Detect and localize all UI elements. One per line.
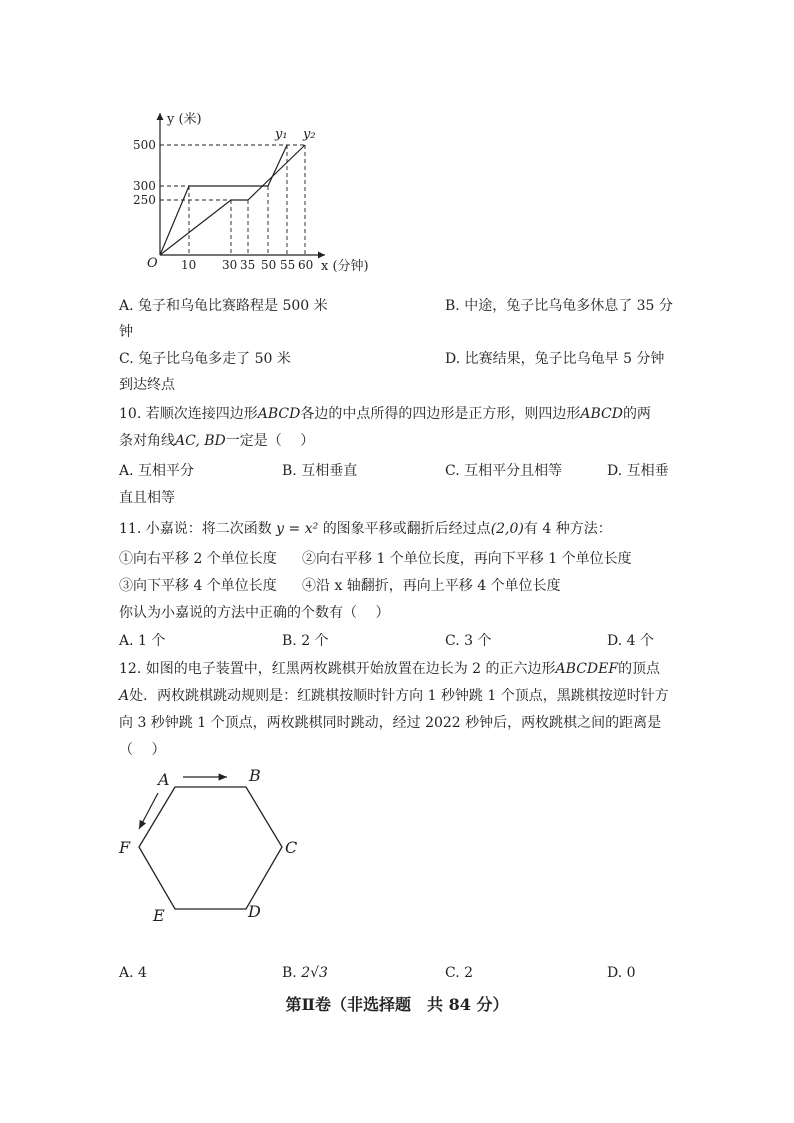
- quadratic-function: y = x²: [276, 521, 319, 537]
- series-y2-label: y₂: [303, 127, 316, 142]
- q10-option-d-cont: 直且相等: [119, 490, 175, 506]
- q12-stem-line4: （ ）: [119, 742, 166, 758]
- vertex-d-label: D: [248, 902, 261, 921]
- q10-option-d[interactable]: D. 互相垂: [607, 463, 669, 479]
- q10-option-c[interactable]: C. 互相平分且相等: [445, 463, 563, 479]
- point: (2,0): [490, 521, 524, 537]
- q12-option-c[interactable]: C. 2: [445, 965, 474, 981]
- q12-stem-line3: 向 3 秒钟跳 1 个顶点，两枚跳棋同时跳动，经过 2022 秒钟后，两枚跳棋之间的距离是: [119, 715, 662, 731]
- q9-option-d-cont: 到达终点: [119, 377, 175, 393]
- series-y1-label: y₁: [275, 127, 288, 142]
- vertex-e-label: E: [153, 906, 165, 925]
- q9-option-c[interactable]: C. 兔子比乌龟多走了 50 米: [119, 351, 291, 367]
- hexagon-shape: [139, 787, 282, 909]
- q12-stem-line1: 12. 如图的电子装置中，红黑两枚跳棋开始放置在边长为 2 的正六边形ABCDEF的顶点: [119, 661, 661, 677]
- q9-option-a[interactable]: A. 兔子和乌龟比赛路程是 500 米: [119, 298, 328, 314]
- vertex-a-label: A: [158, 770, 170, 789]
- race-graph: [125, 105, 385, 280]
- y-tick-300: 300: [133, 179, 156, 193]
- q12-option-a[interactable]: A. 4: [119, 965, 147, 981]
- x-tick-30: 30: [222, 258, 238, 272]
- q11-method-1: ①向右平移 2 个单位长度: [119, 551, 277, 567]
- q10-stem-line1: 10. 若顺次连接四边形ABCD各边的中点所得的四边形是正方形，则四边形ABCD的两: [119, 406, 651, 422]
- quad-name: ABCD: [257, 406, 301, 422]
- x-tick-60: 60: [298, 258, 314, 272]
- y-tick-500: 500: [133, 138, 156, 152]
- black-piece-arrow: [139, 793, 158, 829]
- hexagon-figure: [115, 763, 315, 933]
- y-axis-label: y (米): [167, 112, 202, 127]
- x-tick-35: 35: [240, 258, 256, 272]
- x-tick-50: 50: [261, 258, 277, 272]
- quad-name-2: ABCD: [580, 406, 623, 422]
- q11-option-c[interactable]: C. 3 个: [445, 633, 492, 649]
- x-tick-55: 55: [280, 258, 296, 272]
- q9-option-d[interactable]: D. 比赛结果，兔子比乌龟早 5 分钟: [445, 351, 665, 367]
- q9-option-b-cont: 钟: [119, 324, 133, 340]
- vertex-f-label: F: [119, 838, 131, 857]
- y-tick-250: 250: [133, 193, 156, 207]
- q10-stem-line2: 条对角线AC, BD一定是（ ）: [119, 433, 315, 449]
- q9-option-b[interactable]: B. 中途，兔子比乌龟多休息了 35 分: [445, 298, 673, 314]
- x-axis-label: x (分钟): [321, 259, 369, 274]
- section-title: 第Ⅱ卷（非选择题 共 84 分）: [285, 995, 509, 1014]
- q12-option-d[interactable]: D. 0: [607, 965, 636, 981]
- q11-question: 你认为小嘉说的方法中正确的个数有（ ）: [119, 605, 390, 621]
- vertex-b-label: B: [249, 766, 261, 785]
- hexagon-name: ABCDEF: [555, 661, 619, 677]
- q11-method-2: ②向右平移 1 个单位长度，再向下平移 1 个单位长度: [302, 551, 632, 567]
- diagonals: AC, BD: [175, 433, 226, 449]
- vertex-c-label: C: [285, 838, 298, 857]
- q12-stem-line2: A处．两枚跳棋跳动规则是：红跳棋按顺时针方向 1 秒钟跳 1 个顶点，黑跳棋按逆时针方: [119, 688, 669, 704]
- q11-method-3: ③向下平移 4 个单位长度: [119, 578, 277, 594]
- q12-option-b[interactable]: B. 2√3: [282, 965, 328, 981]
- x-tick-10: 10: [181, 258, 197, 272]
- origin-label: O: [147, 256, 158, 271]
- q11-option-b[interactable]: B. 2 个: [282, 633, 329, 649]
- q10-option-b[interactable]: B. 互相垂直: [282, 463, 358, 479]
- q11-option-d[interactable]: D. 4 个: [607, 633, 654, 649]
- two-root-three: 2√3: [301, 965, 328, 981]
- q11-method-4: ④沿 x 轴翻折，再向上平移 4 个单位长度: [302, 578, 561, 594]
- q11-option-a[interactable]: A. 1 个: [119, 633, 166, 649]
- q11-stem: 11. 小嘉说：将二次函数 y = x² 的图象平移或翻折后经过点(2,0)有 4 种方法：: [119, 521, 612, 537]
- q10-option-a[interactable]: A. 互相平分: [119, 463, 195, 479]
